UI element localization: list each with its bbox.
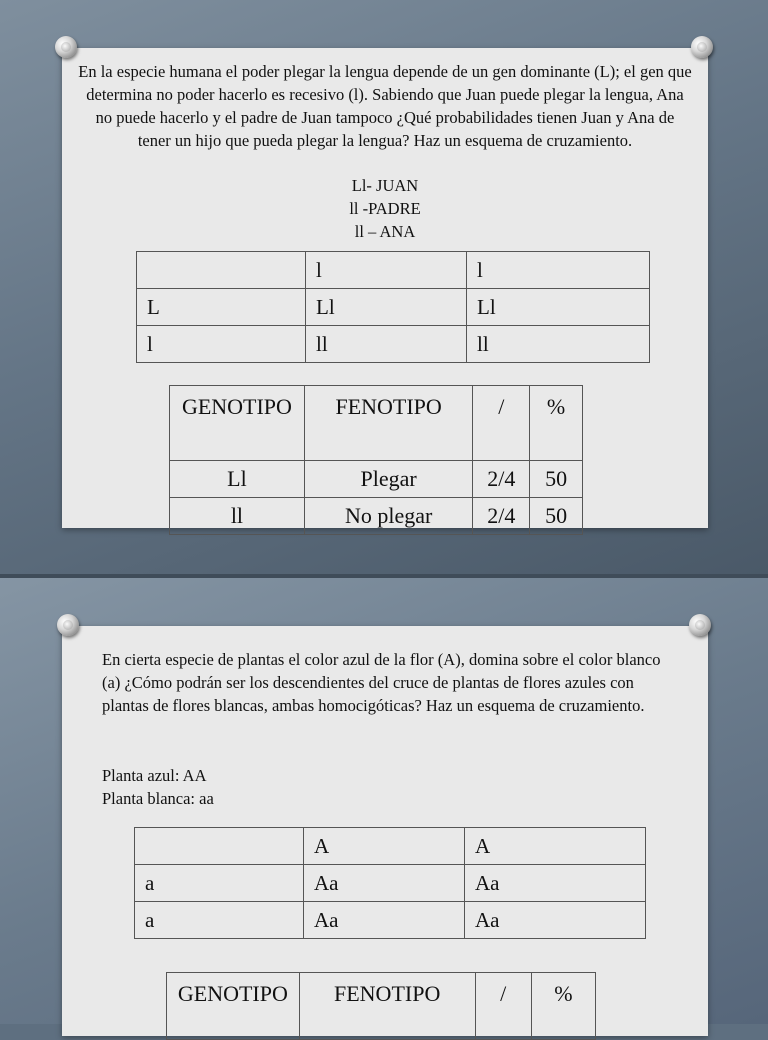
slide-2 — [62, 626, 708, 1036]
table-cell: 2/4 — [473, 461, 530, 498]
table-cell: Aa — [465, 865, 646, 902]
table-cell: Plegar — [304, 461, 473, 498]
slide-2-results-table — [166, 972, 596, 1040]
header-genotipo — [170, 386, 305, 461]
table-cell: 50 — [530, 461, 583, 498]
table-cell: ll — [467, 326, 650, 363]
table-header-row — [167, 973, 596, 1040]
table-cell — [137, 252, 306, 289]
table-cell: l — [137, 326, 306, 363]
slide-1 — [62, 48, 708, 528]
table-cell: a — [135, 902, 304, 939]
slide-2-question: En cierta especie de plantas el color azul de la flor (A), domina sobre el color blanco (a) ¿Cómo podrán ser los descendientes del cruce de plantas de flores azules con plantas de flores blancas, ambas homocigóticas? Haz un esquema de cruzamiento. — [102, 650, 661, 715]
slide-separator — [0, 574, 768, 578]
table-cell: 2/4 — [473, 498, 530, 535]
table-cell: Ll — [306, 289, 467, 326]
header-fenotipo: FENOTIPO — [304, 386, 473, 461]
table-cell: l — [467, 252, 650, 289]
header-percent: % — [530, 386, 583, 461]
header-fraction: / — [475, 973, 531, 1040]
slide-2-punnett-square — [134, 827, 646, 939]
slide-1-results-table — [169, 385, 583, 535]
pushpin-icon — [57, 614, 79, 636]
table-cell: L — [137, 289, 306, 326]
table-cell: Aa — [304, 902, 465, 939]
pushpin-icon — [691, 36, 713, 58]
table-row — [170, 498, 583, 535]
table-cell — [135, 828, 304, 865]
table-row — [135, 902, 646, 939]
slide-1-genotype-labels — [62, 174, 708, 243]
table-row — [170, 461, 583, 498]
label-ana: ll – ANA — [354, 222, 416, 241]
table-cell: Ll — [467, 289, 650, 326]
header-genotipo-text: GENOTIPO — [181, 394, 292, 419]
label-juan: Ll- JUAN — [351, 176, 419, 195]
table-cell: ll — [306, 326, 467, 363]
table-row — [135, 865, 646, 902]
table-row — [137, 326, 650, 363]
table-row — [137, 289, 650, 326]
table-cell: Aa — [304, 865, 465, 902]
header-fraction: / — [473, 386, 530, 461]
pushpin-icon — [689, 614, 711, 636]
header-fenotipo: FENOTIPO — [299, 973, 475, 1040]
table-cell: ll — [170, 498, 305, 535]
header-genotipo-text: GENOTIPO — [177, 981, 288, 1006]
table-cell: Ll — [170, 461, 305, 498]
header-genotipo — [167, 973, 300, 1040]
table-cell: No plegar — [304, 498, 473, 535]
table-row — [137, 252, 650, 289]
label-padre: ll -PADRE — [349, 199, 421, 218]
header-percent: % — [531, 973, 595, 1040]
label-planta-azul: Planta azul: AA — [102, 766, 207, 785]
table-cell: l — [306, 252, 467, 289]
table-header-row — [170, 386, 583, 461]
table-row — [135, 828, 646, 865]
slide-1-question: En la especie humana el poder plegar la lengua depende de un gen dominante (L); el gen que determina no poder hacerlo es recesivo (l). Sabiendo que Juan puede plegar la lengua, Ana no puede hacerlo y el padre de Juan tampoco ¿Qué probabilidades tienen Juan y Ana de tener un hijo que pueda plegar la lengua? Haz un esquema de cruzamiento. — [78, 62, 692, 150]
slide-1-punnett-square — [136, 251, 650, 363]
pushpin-icon — [55, 36, 77, 58]
table-cell: a — [135, 865, 304, 902]
table-cell: A — [304, 828, 465, 865]
table-cell: Aa — [465, 902, 646, 939]
table-cell: A — [465, 828, 646, 865]
table-cell: 50 — [530, 498, 583, 535]
label-planta-blanca: Planta blanca: aa — [102, 789, 214, 808]
slide-2-genotype-labels — [102, 764, 502, 810]
